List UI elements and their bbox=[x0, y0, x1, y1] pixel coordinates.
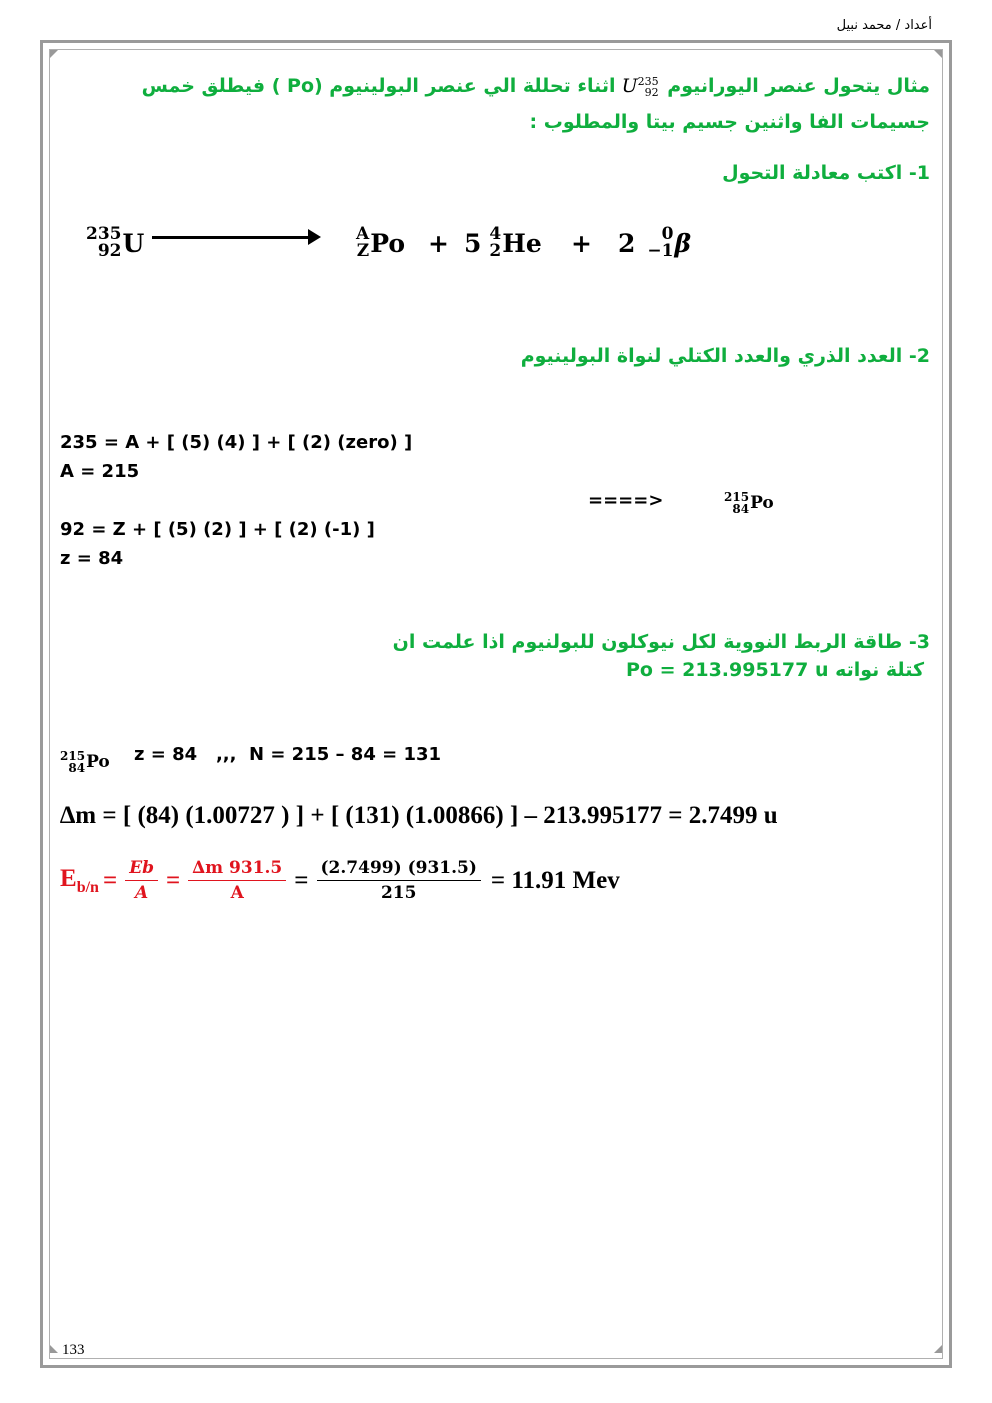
uranium-isotope bbox=[86, 218, 144, 268]
binding-energy-label: $E_{b/n}$ bbox=[60, 864, 99, 896]
mass-defect-equation: ∆m = [ (84) (1.00727 ) ] + [ (131) (1.00866) ] – 213.995177 = 2.7499 u bbox=[60, 802, 778, 829]
polonium-mass: 215 bbox=[60, 749, 86, 763]
question-1-heading: 1- اكتب معادلة التحول bbox=[722, 162, 930, 184]
reaction-arrow-head bbox=[308, 229, 321, 245]
equals-sign: = bbox=[102, 866, 118, 894]
uranium-isotope-inline bbox=[616, 75, 661, 97]
polonium-atomic: 84 bbox=[68, 761, 86, 775]
polonium-mass: A bbox=[356, 224, 370, 244]
page-number: 133 bbox=[62, 1342, 85, 1358]
atomic-number-result: z = 84 bbox=[60, 548, 124, 569]
polonium-symbol: Po bbox=[86, 752, 110, 772]
fraction-eb-over-a: $\frac{Eb}{A}$ bbox=[125, 858, 158, 903]
polonium-atomic: 84 bbox=[732, 502, 750, 516]
equals-sign: = bbox=[166, 866, 181, 894]
result-arrow: ====> bbox=[588, 490, 664, 511]
frame-corner-ornament bbox=[934, 1345, 942, 1353]
polonium-mass: 215 bbox=[724, 490, 750, 504]
beta-atomic: −1 bbox=[647, 241, 674, 261]
fraction-dm-over-a: $\frac{\Delta m 931.5}{A}$ bbox=[188, 858, 286, 903]
question-3-line1: 3- طاقة الربط النووية لكل نيوكلون للبولنيوم اذا علمت ان bbox=[392, 631, 930, 653]
polonium-isotope bbox=[356, 218, 405, 268]
helium-atomic: 2 bbox=[489, 241, 502, 261]
helium-mass: 4 bbox=[489, 224, 502, 244]
binding-energy-equation bbox=[60, 858, 620, 903]
reaction-arrow bbox=[152, 236, 312, 239]
mass-number-equation: 235 = A + [ (5) (4) ] + [ (2) (zero) ] bbox=[60, 432, 413, 453]
beta-symbol: β bbox=[674, 228, 692, 258]
helium-symbol: He bbox=[502, 228, 542, 258]
uranium-mass: 235 bbox=[86, 224, 122, 244]
polonium-result bbox=[724, 485, 774, 515]
uranium-symbol: U bbox=[122, 228, 145, 258]
fraction-numeric: $\frac{(2.7499) (931.5)}{215}$ bbox=[317, 858, 481, 903]
beta-mass: 0 bbox=[661, 224, 674, 244]
mass-number-result: A = 215 bbox=[60, 461, 140, 482]
nucleon-count-line bbox=[60, 744, 441, 774]
frame-corner-ornament bbox=[50, 1345, 58, 1353]
atomic-number-equation: 92 = Z + [ (5) (2) ] + [ (2) (-1) ] bbox=[60, 519, 375, 540]
helium-coefficient: 5 bbox=[464, 228, 482, 258]
uranium-atomic: 92 bbox=[97, 241, 122, 261]
decay-equation bbox=[86, 218, 886, 268]
intro-part2: اثناء تحللة الي عنصر البولينيوم (Po ) فيطلق خمس جسيمات الفا واثنين جسيم بيتا والمطلوب : bbox=[141, 75, 930, 133]
helium-term bbox=[464, 218, 542, 268]
plus-sign: + bbox=[428, 228, 449, 258]
question-3-line2: كتلة نواته Po = 213.995177 u bbox=[626, 659, 924, 681]
author-credit: أعداد / محمد نبيل bbox=[836, 18, 932, 33]
frame-corner-ornament bbox=[934, 50, 942, 58]
beta-term bbox=[618, 218, 691, 268]
question-2-heading: 2- العدد الذري والعدد الكتلي لنواة البولينيوم bbox=[520, 345, 930, 367]
problem-statement bbox=[60, 68, 930, 140]
neutron-calc: z = 84 ,,, N = 215 – 84 = 131 bbox=[134, 744, 442, 765]
question-3-heading bbox=[393, 628, 930, 684]
intro-part1: مثال يتحول عنصر اليورانيوم bbox=[667, 75, 930, 97]
uranium-atomic: 92 bbox=[644, 86, 659, 99]
plus-sign: + bbox=[571, 228, 592, 258]
polonium-symbol: Po bbox=[750, 493, 774, 513]
polonium-symbol: Po bbox=[370, 228, 406, 258]
equals-sign: = bbox=[294, 866, 309, 894]
binding-energy-result: = 11.91 Mev bbox=[490, 866, 620, 894]
frame-corner-ornament bbox=[50, 50, 58, 58]
polonium-atomic: Z bbox=[356, 241, 370, 261]
beta-coefficient: 2 bbox=[618, 228, 636, 258]
uranium-mass: 235 bbox=[637, 75, 659, 88]
uranium-symbol: U bbox=[621, 75, 638, 97]
